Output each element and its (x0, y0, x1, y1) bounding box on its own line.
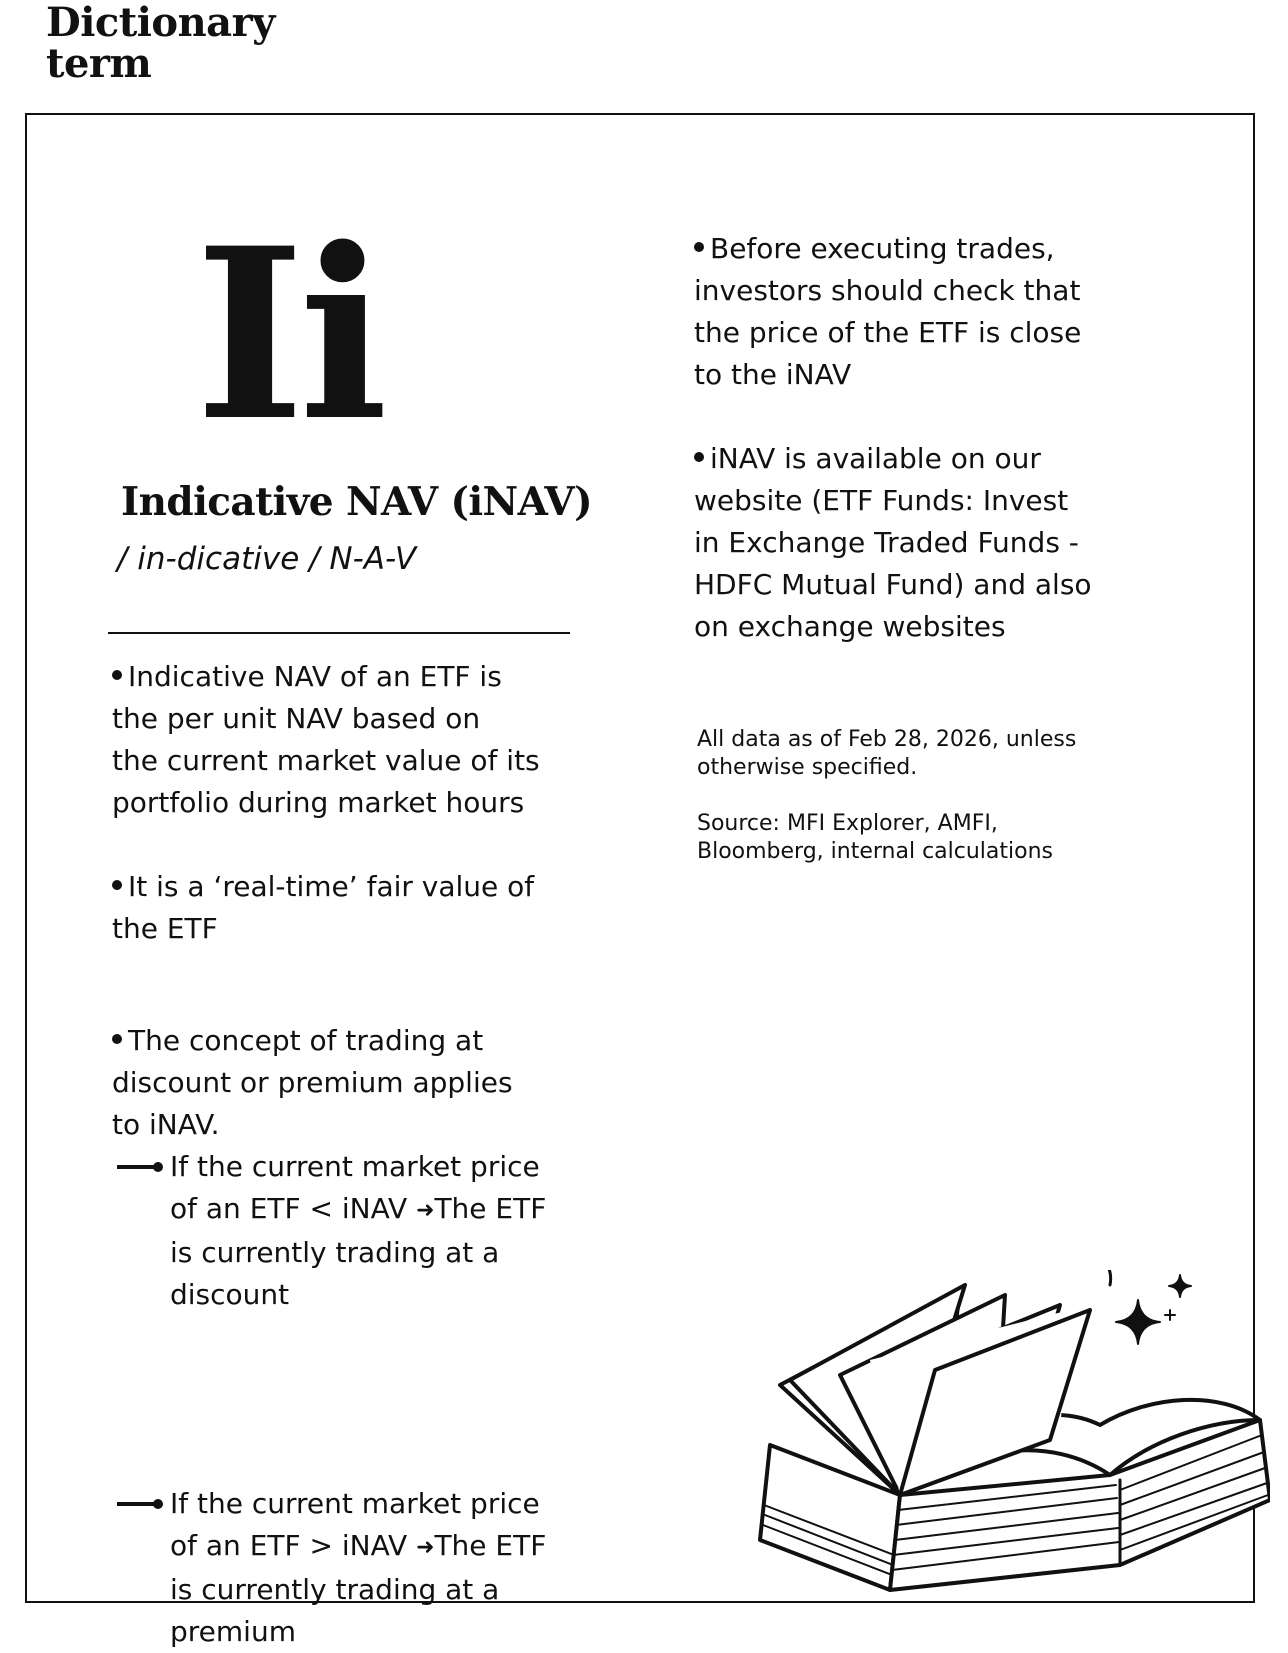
left-bullet-2: It is a ‘real-time’ fair value of the ETF (112, 870, 535, 945)
bullet-dot (112, 880, 122, 890)
bullet-dot (112, 670, 122, 680)
right-arrow-icon: ➜ (416, 1535, 435, 1560)
bullet-dot (694, 242, 704, 252)
dictionary-term-heading (46, 0, 275, 87)
term-title: Indicative NAV (iNAV) (121, 479, 592, 525)
source-note: Source: MFI Explorer, AMFI, Bloomberg, internal calculations (697, 811, 1053, 864)
left-bullet-1: Indicative NAV of an ETF is the per unit NAV based on the current market value of its portfolio during market hours (112, 660, 540, 819)
data-as-of-note: All data as of Feb 28, 2026, unless otherwise specified. (697, 727, 1077, 780)
connector-dash (117, 1502, 159, 1506)
divider (108, 632, 570, 634)
sparkle-icon (1169, 1275, 1191, 1297)
bullet-dot (694, 452, 704, 462)
heading-line-2: term (46, 40, 152, 87)
sparkle-icon (1116, 1300, 1160, 1344)
heading-line-1: Dictionary (46, 0, 275, 46)
connector-dash (117, 1165, 159, 1169)
bullet-dot (112, 1034, 122, 1044)
initial-letter: Ii (195, 197, 383, 473)
term-pronunciation: / in-dicative / N-A-V (117, 541, 417, 577)
sub-bullet-discount: If the current market price of an ETF < iNAV ➜The ETF is currently trading at a discount (112, 1146, 1288, 1316)
left-bullet-3: The concept of trading at discount or premium applies to iNAV. (112, 1024, 513, 1141)
right-bullet-1: Before executing trades, investors should check that the price of the ETF is close to the iNAV (694, 232, 1082, 391)
sub-bullet-premium: If the current market price of an ETF > iNAV ➜The ETF is currently trading at a premium (112, 1483, 1288, 1653)
right-arrow-icon: ➜ (416, 1198, 435, 1223)
open-book-icon (750, 1270, 1270, 1610)
right-bullet-2: iNAV is available on our website (ETF Funds: Invest in Exchange Traded Funds - HDFC Mutual Fund) and also on exchange websites (694, 442, 1092, 643)
